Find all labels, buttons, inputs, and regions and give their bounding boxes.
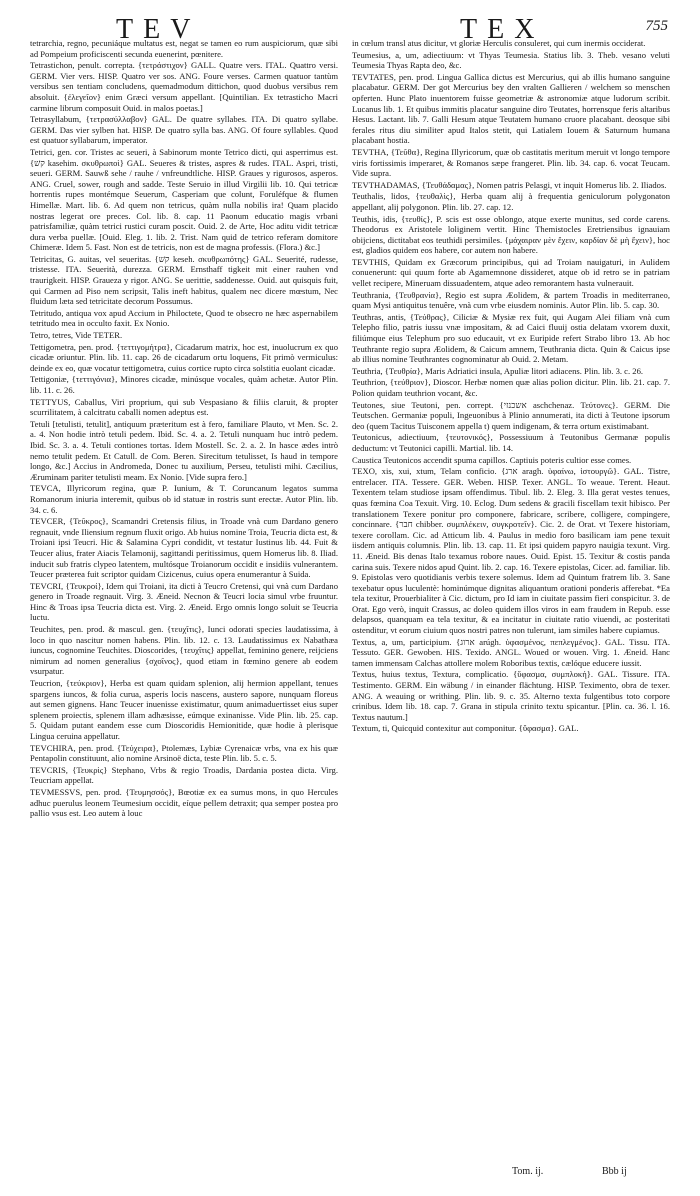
dictionary-entry: TEVCER, {Τεῦκρος}, Scamandri Cretensis filius, in Troade vnà cum Dardano genero regnauit, vnde Iliensium regnum fluxit origo. Ab huius nomine Troia, Teucria dicta est, & Troiani ipsi Teucri. Hic & Salamina Cypri condidit, vt testatur Iustinus lib. 44. Fuit & Teucer alius, frater Aiacis Telamonij, sagittandi peritissimus, quem Homerus lib. 8. Iliad. inducit sub fratris clypeo latentem, multósque Troianorum occidit e insidiis vulnerantem. Teucer præterea fuit scriptor quidam Cizicenus, cuius opera enumerantur à Suida. xyxy=(30,516,338,580)
dictionary-entry: in cœlum transl atus dicitur, vt gloriæ Herculis consuleret, qui cum inermis occiderat. xyxy=(352,38,646,48)
dictionary-entry: TEVMESSVS, pen. prod. {Τευμησσός}, Bœotiæ ex ea sumus mons, in quo Hercules adhuc puerulus leonem Teumesium occidit, eíque pellem detraxit; qua semper postea pro pallio vsus est. Leo autem à louc xyxy=(30,786,338,819)
dictionary-entry: Textus, huius textus, Textura, complicatio. {ὕφασμα, συμπλοκή}. GAL. Tissure. ITA. Testimento. GERM. Ein wäbung / in einander flächtung. HISP. Teximento, obra de texer. ANG. A weauing or writhing. Plin. lib. 9. c. 35. Alterno texta fulgentibus toto corpore crinibus. Idem lib. 18. cap. 7. Grana in stipula crinito textu spicantur. [Plin. ca. 36. l. 16. Textus nautum.] xyxy=(352,669,670,722)
dictionary-entry: Teumesius, a, um, adiectiuum: vt Thyas Teumesia. Statius lib. 3. Theb. vesano veluti Teumesia Thyas Rapta deo, &c. xyxy=(352,49,670,71)
dictionary-entry: Tetuli [tetulisti, tetulit], antiquum præteritum est à fero, familiare Plauto, vt Men. Sc. 2. a. 4. Non hodie intrò tetuli pedem. Ibid. Sc. 4. a. 2. Tetuli nunquam huc intrò pedem. Ibid. Sc. 3. a. 4. Tetuli contiones tortas. Idem Mostell. Sc. 2. a. 2. In hasce ædes intrò nemo tetulit pedem. Et Catull. de Com. Beren. Sirecitum tetulisset, Is haud in tempore longo, &c.] Accius in Andromeda, Donec tu auxilium, Perseu, tetulisti mihi. Cæcilius, Æruminam pariter tetulisti meam. Ex Nonio. [Vide supra fero.] xyxy=(30,418,338,482)
dictionary-entry: Textum, ti, Quicquid contexitur aut componitur. {ὕφασμα}. GAL. xyxy=(352,723,579,734)
dictionary-entry: Textus, a, um, participium. {ארוג arúgh. ὑφασμένος, πεπλεγμένος}. GAL. Tissu. ITA. Tessuto. GER. Gewoben. HIS. Texido. ANGL. Woued or wouen. Virg. 1. Æneid. Hanc tamen immensam Calchas attollere molem Roboribus textis, cælóque educere iussit. xyxy=(352,636,670,668)
right-column xyxy=(352,38,670,1158)
dictionary-entry: TEVTATES, pen. prod. Lingua Gallica dictus est Mercurius, qui ab illis humano sanguine placabatur. GERM. Der got Mercurius bey den vralten Gallieren / welchem so menschen opferten. Hunc Plato inuentorem fuisse geometriæ & astronomiæ atque ludorum scribit. Lucanus lib. 1. Et quibus immitis placatur sanguine diro Teutates, horrensque feris altaribus Hesus. Lactant. lib. 7. Galli Hesum atque Teutatem humano cruore placabant. deosque sibi ferales ritus diu similiter apud Italos stetit, qui Latialem Iouem & Saturnum humana placabant hostia. xyxy=(352,71,670,146)
page-number: 755 xyxy=(645,18,668,34)
dictionary-entry: Teucrion, {τεύκριον}, Herba est quam quidam splenion, alij hermion appellant, tenues spargens iuncos, & folia curua, asperis locis nascens, austero sapore, nunquam floreus aut semen gignens. Hanc Teucer inuenisse existimatur, quum animaduertisset eius super splenem proiectis, splenem illam adhæsisse, eúmque exinanisse. Vide Plin. lib. 25. cap. 5. Quidam putant eandem esse cum Dioscoridis Hemionitide, quæ hodie à plerisque Lingua ceruina appellatur. xyxy=(30,678,338,741)
dictionary-entry: Teuthalis, lidos, {τευθαλὶς}, Herba quam alij à frequentia geniculorum polygonaton appellant, alij polygonon. Plin. lib. 27. cap. 12. xyxy=(352,191,670,212)
dictionary-entry: Tetrastichon, penult. correpta. {τετράστιχον} GALL. Quatre vers. ITAL. Quattro versi. GERM. Vier vers. HISP. Quatro ver sos. ANG. Foure verses. Carmen quatuor tantùm versibus sen tentiam concludens, quemadmodum dittichon, quod duobus versibus rem absoluit. {ἐλεγεῖον} enim Græci versum appellant. [Quintilian. Ex tetrasticho Macri carmine librum composuit Ouid. in malos poetas.] xyxy=(30,60,338,113)
left-column xyxy=(30,38,338,1158)
dictionary-entry: Teuthrion, {τεύθριον}, Dioscor. Herbæ nomen quæ alias polion dicitur. Plin. lib. 21. cap. 7. Polion quidam teuthrion vocant, &c. xyxy=(352,377,670,398)
dictionary-entry: TEXO, xis, xui, xtum, Telam conficio. {ארג aragh. ὑφαίνω, ἱστουργῶ}. GAL. Tistre, entrelacer. ITA. Tessere. GER. Weben. HISP. Texer. ANGL. To weaue. Terent. Heaut. Texentem telam studiose ipsam offendimus. Tibul. lib. 2. Eleg. 3. Illa gerat vestes tenues, quas fœmina Coa Texuit. Virg. 10. Eclog. Dum sedens & gracili fiscellam texit hibisco. Per translationem Texere ponitur pro componere, fabricare, scribere, colligere, compingere, concinnare. {חבר chibber. συμπλέκειν, συγκροτεῖν}. Cic. 2. de Orat. vt Texere historiam, texere corollam. Cic. ad Atticum lib. 4. Paulus in medio foro basilicam iam pene texuit iisdem antiquis columnis. Plin. lib. 13. cap. 11. Et ipsi quidem papyro nauigia texunt. Virg. 11. Æneid. Bis denas Italo texamus robore naues. Ouid. Epist. 15. Texitur & costis panda carina suis. Texere nidos apud Quint. lib. 2. cap. 16. Texere epistolas, Cicer. ad. familiar. lib. 9. Epistolas vero quotidianis verbis texere solemus. Idem ad Quintum fratrem lib. 3. Sane texebatur opus luculentè: hominúmque dignitas aliquantum orationi ponderis afferebat. *Ea tela texitur, Prouerbialiter à Cic. dictum, pro Id iam in ciuitate passim fieri conspicitur. 3. de Orat. Ego verò, inquit Crassus, ac doleo quidem illos viros in eam fraudem in Repub. esse delapsos, quanquam ea tela texitur, & ea incitatur in ciuitate ratio viuendi, ac posteritati ostenditur, vt eorum ciuium quos nostri patres non tulerunt, iam similes habere cupiamus. xyxy=(352,466,670,636)
dictionary-entry: Caustica Teutonicos accendit spuma capillos. Captiuis poteris cultior esse comes. xyxy=(352,454,632,465)
tome-label: Tom. ij. xyxy=(512,1166,544,1177)
dictionary-entry: Tetritudo, antiqua vox apud Accium in Philoctete, Quod te obsecro ne hæc aspernabilem tetritudo mea in occulto faxit. Ex Nonio. xyxy=(30,307,338,329)
dictionary-entry: Teutonicus, adiectiuum, {τευτονικός}, Possessiuum à Teutonibus Germanæ populis deductum: vt Teutonici capilli. Martial. lib. 14. xyxy=(352,432,670,453)
dictionary-entry: TEVCRI, {Τευκροί}, Idem qui Troiani, ita dicti à Teucro Cretensi, qui vnà cum Dardano genero in Troade regnauit. Virg. 3. Æneid. Necnon & Teucri locia simul vrbe fruuntur. Hinc & Troas ipsa Teucria dicta est. Virg. 2. Æneid. Ergo omnis longo soluit se Teucria luctu. xyxy=(30,580,338,623)
dictionary-entry: Tetro, tetres, Vide TETER. xyxy=(30,330,123,341)
page-footer xyxy=(352,1164,670,1188)
dictionary-entry: TEVTHIS, Quidam ex Græcorum principibus, qui ad Troiam nauigaturi, in Aulidem conuenerunt: qui quum forte ab Agamemnone dissideret, atque ob id retro se in patriam vellet recipere, Mineruam dissuadentem, atque adeo remorantem hasta vulnerauit. xyxy=(352,256,670,289)
signature-mark: Bbb ij xyxy=(602,1166,627,1177)
dictionary-entry: TETTYUS, Caballus, Viri proprium, qui sub Vespasiano & filiis claruit, & propter scurrilitatem, à calcitratu caballi nomen adeptus est. xyxy=(30,396,338,418)
dictionary-entry: TEVTHADAMAS, {Τευθάδαμας}, Nomen patris Pelasgi, vt inquit Homerus lib. 2. Iliados. xyxy=(352,179,667,190)
dictionary-entry: Tetrasyllabum, {τετρασύλλαβον} GAL. De quatre syllabes. ITA. Di quatro syllabe. GERM. Das vier sylben hat. HISP. De quatro sylla bas. ANG. Of foure syllables. Quod est quatuor syllabarum, imperator. xyxy=(30,114,338,146)
dictionary-entry: TEVCHIRA, pen. prod. {Τεύχειρα}, Ptolemæs, Lybiæ Cyrenaicæ vrbs, vna ex his quæ Pentapolin constituunt, alio nomine Arsinoë dicta, teste Plin. lib. 5. c. 5. xyxy=(30,742,338,764)
dictionary-entry: tetrarchia, regno, pecuniáque multatus est, negat se tamen eo rum auspiciorum, quæ sibi ad Pompeium proficiscenti secunda euenerint, pœnitere. xyxy=(30,38,338,59)
dictionary-entry: Teuchites, pen. prod. & mascul. gen. {τευχῖτις}, Iunci odorati species laudatissima, à loco in quo nascitur nomen habens. Plin. lib. 12. c. 13. Laudatissimus ex Nabathæa iuncus, cognomine Teuchites. Dioscorides, {τευχῖτις} appellat, feminino genere, reijciens nimirum ad nomen generalius {σχοῖνος}, quod etiam in fœmino genere ab eodem vsurpatur. xyxy=(30,624,338,677)
dictionary-entry: TEVCRIS, {Τευκρὶς} Stephano, Vrbs & regio Troadis, Dardania postea dicta. Virg. Teucriam appellat. xyxy=(30,764,338,786)
dictionary-entry: Teuthis, idis, {τευθίς}, P. scis est osse oblongo, atque exerte munitus, sed corde carens. Theodorus ex Aristotele loliginem vertit. Hinc Themistocles Eretriensibus ignauiam obijciens, dictitabat eos teuthidi persimiles. {μάχαιραν μὲν ἔχειν, καρδίαν δὲ μὴ ἔχειν}, hoc est, gladios quidem eos habere, cor autem non habere. xyxy=(352,213,670,256)
dictionary-entry: Teuthria, {Τευθρία}, Maris Adriatici insula, Apuliæ litori adiacens. Plin. lib. 3. c. 26. xyxy=(352,365,644,376)
dictionary-entry: Teutones, siue Teutoni, pen. corrept. {אשכנזי aschchenaz. Τεύτονες}. GERM. Die Teutschen. Germaniæ populi, Ingeuonibus à Plinio annumerati, ita dicti à Teutone ipsorum deo (quem Tacitus Tuisconem appella t) quem indigenam, & terra ortum existimabant. xyxy=(352,399,670,431)
dictionary-entry: Tettigometra, pen. prod. {τεττιγομήτρα}, Cicadarum matrix, hoc est, inuolucrum ex quo cicadæ oriuntur. Plin. lib. 11. cap. 26 de cicadarum ortu loquens, Fit primò vermiculus: deinde ex eo, quæ vocatur tettigometra, cuius cortice rupto circa solstitia euolant cicadæ. xyxy=(30,341,338,373)
dictionary-entry: Teuthrania, {Τευθρανία}, Regio est supra Æolidem, & partem Troadis in mediterraneo, quam Mysi antiquitus tenuêre, vnà cum vrbe eiusdem nominis. Autor Plin. lib. 5. cap. 30. xyxy=(352,289,670,311)
dictionary-entry: TEVCA, Illyricorum regina, quæ P. Iunium, & T. Coruncanum legatos summa Romanorum iniuria interemit, quibus ob id statuæ in rostris sunt erectæ. Autor Plin. lib. 34. c. 6. xyxy=(30,483,338,515)
right-catchword: TEX xyxy=(460,14,545,45)
left-catchword: TEV xyxy=(116,14,201,45)
dictionary-entry: TEVTHA, {Τεῦθα}, Regina Illyricorum, quæ ob castitatis meritum meruit vt longo tempore viris fortissimis imperaret, & Romanos sæpe frangeret. Plin. lib. 34. cap. 6. vocat Teucam. Vide supra. xyxy=(352,146,670,179)
dictionary-entry: Tetricitas, G. auitas, vel seueritas. {קשׁ keseh. σκυθρωπότης} GAL. Seuerité, rudesse, tristesse. ITA. Seuerità, durezza. GERM. Ernsthaff tigkeit mit einer rauhen vnd traurigkeit. HISP. Graueza y rigor. ANG. Se uerittie, saddenesse. Ouid. aut quisquis fuit, qui Carmen ad Piso nem scripsit, Talis ineft habitus, qualem nec dicere mœstum, Nec fluidum læta sed tetricitate decorum Possumus. xyxy=(30,253,338,307)
dictionary-entry: Tetrici, gen. cor. Tristes ac seueri, à Sabinorum monte Tetrico dicti, qui asperrimus est. {קשׁ kasehim. σκυθρωποὶ} GAL. Seueres & tristes, aspres & rudes. ITAL. Aspri, tristi, seueri. GERM. Sauwß sehe / rauhe / vnfreundtliche. HISP. Graues y rigurosos, asperos. ANG. Cruel, sower, rough and sadde. Teste Seruio in illud Virgilii lib. 10. Qui tetricæ horrentis rupes montémque Seuerum, Casperiam que colunt, Foruléfque & flumen Himellæ. Mart. lib. 6. Ad quem non tetricus, quàm nulla nobilis ira! Quam placido nostras legerat ore preces. Col. lib. 8. cap. 11 Paonum educatio magis vrbani patrisfamiliæ, quàm tetrici rustici curam poscit. Ouid. 2. de Arte, Hoc aditu vidit tetricæ dura verba puellæ. [Ouid. Eleg. 1. lib. 2. Trist. Nam quid de tetrico referam domitore Chimeræ. Idem 5. Fast. Non est de tetricis, non est de magna professis. (Flora.) &c.] xyxy=(30,146,338,253)
dictionary-entry: Tettigoniæ, {τεττιγόνια}, Minores cicadæ, minúsque vocales, quàm achetæ. Autor Plin. lib. 11. c. 26. xyxy=(30,374,338,395)
dictionary-entry: Teuthras, antis, {Τεύθρας}, Ciliciæ & Mysiæ rex fuit, qui Augam Alei filiam vnà cum Telepho filio, patris iussu vnæ impositam, & ad Caici fluuij ostia delatam vxorem duxit, filiúmque eius Telephum pro suo educauit, vt ex Euripide refert Strabo libro 13. Ab hoc Teuthrante regio supra Æolidem, & Caicum amnem, Teuthrania dicta. Quin & Caicus ipse ab illius nomine Teuthrantes cognominatur ab Ouid. 2. Metam. xyxy=(352,311,670,365)
